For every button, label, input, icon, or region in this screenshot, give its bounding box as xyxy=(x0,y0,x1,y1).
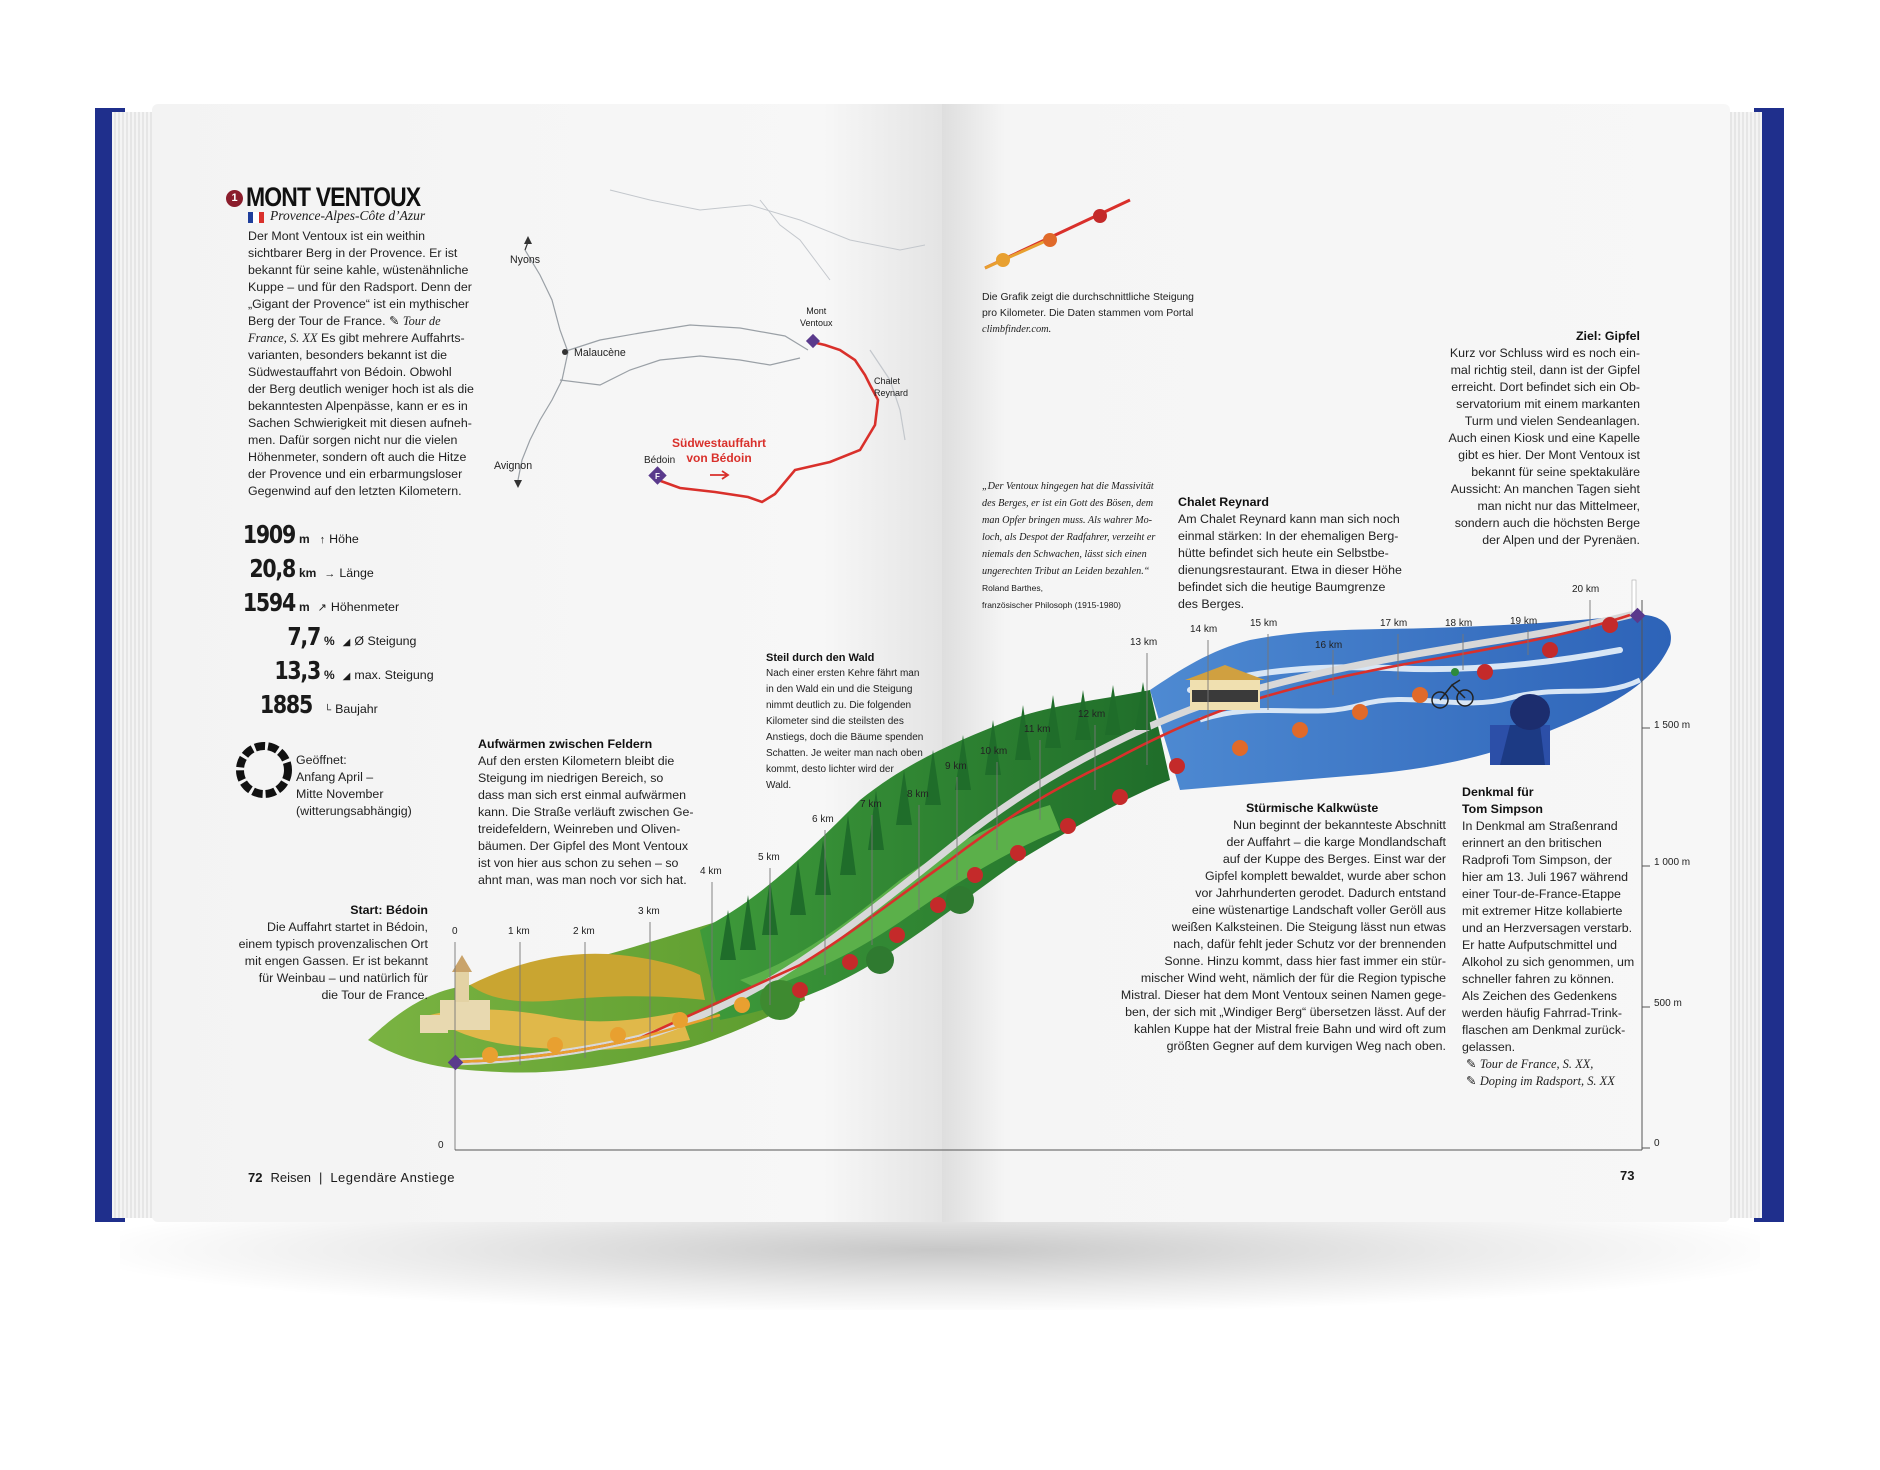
stat-value: 7,7 xyxy=(287,622,320,651)
cross-reference-icon: ✎ xyxy=(1466,1074,1477,1088)
intro-line: der Provence und ein erbarmungsloser xyxy=(248,467,463,481)
x-tick-label: 19 km xyxy=(1510,616,1538,627)
stat-row xyxy=(210,588,430,617)
intro-line: Höhenmeter, sondern oft auch die Hitze xyxy=(248,450,467,464)
gradient-badge xyxy=(734,997,750,1013)
x-tick-label: 4 km xyxy=(700,866,722,877)
map-label-malaucene: Malaucène xyxy=(574,347,626,359)
page-number-right: 73 xyxy=(1620,1168,1635,1183)
stat-unit: % xyxy=(324,668,335,682)
section-simpson: Denkmal für Tom Simpson In Denkmal am Straßenrand erinnert an den britischen Radprofi Tom Simpson, der hier am 13. Juli 1967 während einer Tour-de-France-Etappe mit extremer Hitze kollabierte und an Herzversagen verstarb. Er hatte Aufputschmittel und Alkohol zu sich genommen, um schneller fahren zu können. Als Zeichen des Gedenkens werden häufig Fahrrad-Trink- flaschen am Denkmal zurück- gelassen. ✎ Tour de France, S. XX, ✎ Doping im Radsport, S. XX xyxy=(1462,784,1642,1090)
map-label-mont-ventoux: Mont Ventoux xyxy=(800,306,833,328)
section-line: Die Auffahrt startet in Bédoin, xyxy=(267,920,428,934)
route-direction-arrow-icon xyxy=(710,471,728,479)
opened-label: Geöffnet: xyxy=(296,753,347,767)
map-route-label: Südwestauffahrt von Bédoin xyxy=(672,436,767,465)
left-axis-label: 0 xyxy=(438,1140,444,1151)
chapter-number-badge: 1 xyxy=(226,190,243,207)
section-line: ahnt man, was man noch vor sich hat. xyxy=(478,873,687,887)
map-label-nyons: Nyons xyxy=(510,254,541,266)
stat-label: Baujahr xyxy=(335,702,378,716)
gradient-badge xyxy=(1169,758,1185,774)
stat-label: Ø Steigung xyxy=(354,634,417,648)
legend-note: Die Grafik zeigt die durchschnittliche Steigung pro Kilometer. Die Daten stammen vom Portal climbfinder.com. xyxy=(982,290,1212,338)
intro-line: der Berg deutlich weniger hoch ist als die xyxy=(248,382,474,396)
gradient-badge xyxy=(1352,704,1368,720)
intro-line: Südwestauffahrt von Bédoin. Obwohl xyxy=(248,365,452,379)
malaucene-dot-icon xyxy=(562,349,568,355)
map-label-bedoin: Bédoin xyxy=(644,455,676,466)
x-tick-label: 10 km xyxy=(980,746,1008,757)
gradient-badge xyxy=(1292,722,1308,738)
section-line: einem typisch provenzalischen Ort xyxy=(238,937,428,951)
x-tick-label: 15 km xyxy=(1250,618,1278,629)
gradient-badge xyxy=(547,1037,563,1053)
quote-author-role: französischer Philosoph (1915-1980) xyxy=(982,600,1121,610)
section-heading: Aufwärmen zwischen Feldern xyxy=(478,737,653,751)
stat-unit: m xyxy=(299,600,310,614)
gradient-badge xyxy=(1477,664,1493,680)
stat-label: Höhe xyxy=(329,532,359,546)
x-tick-label: 6 km xyxy=(812,814,834,825)
section-line: dass man sich erst einmal aufwärmen xyxy=(478,788,686,802)
cross-reference-icon: ✎ xyxy=(388,314,400,328)
gradient-legend xyxy=(985,200,1130,268)
x-tick-label: 20 km xyxy=(1572,584,1600,595)
gradient-badge xyxy=(1412,687,1428,703)
stat-row xyxy=(210,656,450,685)
stat-row xyxy=(210,520,430,549)
section-line: Schatten. Je weiter man nach oben xyxy=(766,748,923,759)
section-line: die Tour de France. xyxy=(321,988,428,1002)
section-line: treidefeldern, Weinreben und Oliven- xyxy=(478,822,681,836)
opened-months-ring-icon xyxy=(240,746,288,794)
south-arrow-icon xyxy=(514,480,522,488)
section-line: Auf den ersten Kilometern bleibt die xyxy=(478,754,675,768)
section-warmup xyxy=(478,736,718,889)
x-tick-label: 9 km xyxy=(945,761,967,772)
stat-label: max. Steigung xyxy=(354,668,434,682)
slope-icon: ◢ xyxy=(342,637,351,648)
svg-text:F: F xyxy=(655,472,660,481)
intro-line-with-ref: France, S. XX Es gibt mehrere Auffahrts- xyxy=(248,331,465,345)
stat-value: 1594 xyxy=(242,588,295,617)
intro-text xyxy=(248,228,488,500)
cross-reference xyxy=(1462,1056,1642,1073)
x-tick-label: 5 km xyxy=(758,852,780,863)
x-tick-label: 2 km xyxy=(573,926,595,937)
gradient-badge xyxy=(482,1047,498,1063)
stat-unit: km xyxy=(299,566,317,580)
section-heading: Ziel: Gipfel xyxy=(1575,329,1640,343)
stat-value: 20,8 xyxy=(249,554,295,583)
section-line: Steigung im niedrigen Bereich, so xyxy=(478,771,664,785)
x-tick-label: 14 km xyxy=(1190,624,1218,635)
y-tick-label: 500 m xyxy=(1654,998,1682,1009)
stat-row xyxy=(210,622,450,651)
stat-row xyxy=(210,554,430,583)
section-heading: Chalet Reynard xyxy=(1178,495,1269,509)
gradient-badge xyxy=(967,867,983,883)
x-tick-label: 8 km xyxy=(907,789,929,800)
x-tick-label: 16 km xyxy=(1315,640,1343,651)
france-flag-icon xyxy=(248,212,264,223)
stat-value: 1909 xyxy=(242,520,295,549)
section-line: Wald. xyxy=(766,780,792,791)
trend-icon: ↗ xyxy=(317,602,327,614)
section-line: mit engen Gassen. Er ist bekannt xyxy=(244,954,428,968)
intro-line: Gegenwind auf den letzten Kilometern. xyxy=(248,484,462,498)
opened-line: (witterungsabhängig) xyxy=(296,804,412,818)
stat-label: Höhenmeter xyxy=(330,600,400,614)
x-tick-label: 7 km xyxy=(860,799,882,810)
stat-unit: % xyxy=(324,634,335,648)
intro-line-with-ref: Berg der Tour de France. ✎ Tour de xyxy=(248,314,441,328)
slope-icon: ◢ xyxy=(342,671,351,682)
page-title: MONT VENTOUX xyxy=(246,182,421,212)
opened-line: Anfang April – xyxy=(296,770,374,784)
section-heading: Steil durch den Wald xyxy=(766,652,875,664)
cross-reference-icon: ✎ xyxy=(1466,1057,1477,1071)
gradient-badge xyxy=(842,954,858,970)
section-line: bäumen. Der Gipfel des Mont Ventoux xyxy=(478,839,689,853)
intro-line: Sachen Schwierigkeit mit diesen aufneh- xyxy=(248,416,472,430)
footer-left xyxy=(248,1170,455,1185)
section-line: kommt, desto lichter wird der xyxy=(766,764,894,775)
y-tick-label: 1 000 m xyxy=(1654,857,1691,868)
y-tick-label: 1 500 m xyxy=(1654,720,1691,731)
section-summit: Ziel: Gipfel Kurz vor Schluss wird es noch ein- mal richtig steil, dann ist der Gipfel erreicht. Dort befindet sich ein Ob- servatorium mit einem markanten Turm und vielen Sendeanlagen. Auch einen Kiosk und eine Kapelle gibt es hier. Der Mont Ventoux ist bekannt für seine spektakuläre Aussicht: An manchen Tagen sieht man nicht nur das Mittelmeer, sondern auch die höchsten Berge der Alpen und der Pyrenäen. xyxy=(1410,328,1640,549)
intro-line: men. Dafür sorgen nicht nur die vielen xyxy=(248,433,458,447)
intro-line: „Gigant der Provence“ ist ein mythischer xyxy=(248,297,470,311)
x-tick-label: 13 km xyxy=(1130,637,1158,648)
source-link[interactable]: climbfinder.com. xyxy=(982,324,1052,335)
opened-info xyxy=(296,752,446,820)
cross-reference xyxy=(1462,1073,1642,1090)
section-forest xyxy=(766,650,936,794)
section-start xyxy=(228,902,428,1004)
section-chalet: Chalet Reynard Am Chalet Reynard kann man sich noch einmal stärken: In der ehemaligen Berg- hütte befindet sich heute ein Selbstbe- dienungsrestaurant. Etwa in dieser Höhe befindet sich die heutige Baumgrenze des Berges. xyxy=(1178,494,1408,613)
section-desert: Stürmische Kalkwüste Nun beginnt der bekannteste Abschnitt der Auffahrt – die karge Mondlandschaft auf der Kuppe des Berges. Einst war der Gipfel komplett bewaldet, wurde aber schon vor Jahrhunderten gerodet. Dadurch entstand eine wüstenartige Landschaft voller Geröll aus weißen Kalksteinen. Die Steigung lässt nun etwas nach, dafür fehlt jeder Schutz vor der brennenden Sonne. Hinzu kommt, dass hier fast immer ein stür- mischer Wind weht, nämlich der für die Region typische Mistral. Dieser hat dem Mont Ventoux seinen Namen gege- ben, der sich mit „Windiger Berg“ übersetzen lässt. Auf der kahlen Kuppe hat der Mistral freie Bahn und wird oft zum größten Gegner auf dem kurvigen Weg nach oben. xyxy=(1106,800,1446,1055)
stat-row xyxy=(210,690,450,719)
gradient-badge xyxy=(792,982,808,998)
gradient-badge xyxy=(1542,642,1558,658)
footer-section: Reisen xyxy=(270,1170,311,1185)
x-tick-label: 3 km xyxy=(638,906,660,917)
north-arrow-icon xyxy=(524,236,532,244)
cross-reference-link[interactable]: Tour de France, S. XX, xyxy=(1479,1057,1594,1071)
x-tick-label: 1 km xyxy=(508,926,530,937)
map-summit-marker-icon xyxy=(806,334,820,348)
section-line: kann. Die Straße verläuft zwischen Ge- xyxy=(478,805,694,819)
gradient-badge xyxy=(1010,845,1026,861)
cross-reference-link[interactable]: Doping im Radsport, S. XX xyxy=(1479,1074,1615,1088)
stairs-icon: └ xyxy=(324,705,332,716)
page-number-left: 72 xyxy=(248,1170,263,1185)
gradient-badge xyxy=(1232,740,1248,756)
section-heading: Start: Bédoin xyxy=(350,903,428,917)
arrow-right-icon: → xyxy=(324,568,336,580)
gradient-badge xyxy=(672,1012,688,1028)
section-heading: Stürmische Kalkwüste xyxy=(1246,801,1379,815)
intro-line: bekanntesten Alpenpässe, kann er es in xyxy=(248,399,468,413)
gradient-badge xyxy=(1602,617,1618,633)
gradient-badge xyxy=(1060,818,1076,834)
section-line: Nach einer ersten Kehre fährt man xyxy=(766,668,920,679)
cross-reference-link[interactable]: Tour de xyxy=(402,314,441,328)
intro-line: varianten, besonders bekannt ist die xyxy=(248,348,448,362)
section-line: für Weinbau – und natürlich für xyxy=(258,971,428,985)
map-label-chalet-reynard: Chalet Reynard xyxy=(874,376,909,398)
section-line: in den Wald ein und die Steigung xyxy=(766,684,913,695)
x-tick-label: 17 km xyxy=(1380,618,1408,629)
x-tick-label: 18 km xyxy=(1445,618,1473,629)
footer-chapter: Legendäre Anstiege xyxy=(330,1170,455,1185)
section-line: nimmt deutlich zu. Die folgenden xyxy=(766,700,912,711)
arrow-up-icon: ↑ xyxy=(319,534,326,546)
x-tick-label: 0 xyxy=(452,926,458,937)
map-label-avignon: Avignon xyxy=(494,460,533,472)
stat-unit: m xyxy=(299,532,310,546)
y-tick-label: 0 xyxy=(1654,1138,1660,1149)
footer-separator: | xyxy=(318,1170,323,1185)
opened-line: Mitte November xyxy=(296,787,384,801)
stat-label: Länge xyxy=(339,566,374,580)
cross-reference-link[interactable]: France, S. XX xyxy=(248,331,318,345)
quote-author: Roland Barthes, xyxy=(982,583,1043,593)
section-line: Anstiegs, doch die Bäume spenden xyxy=(766,732,924,743)
route-line xyxy=(658,342,878,502)
gradient-badge xyxy=(610,1027,626,1043)
section-line: ist von hier aus schon zu sehen – so xyxy=(478,856,679,870)
section-heading: Denkmal für xyxy=(1462,785,1534,799)
x-tick-label: 12 km xyxy=(1078,709,1106,720)
intro-line: Der Mont Ventoux ist ein weithin xyxy=(248,229,426,243)
section-heading: Tom Simpson xyxy=(1462,802,1543,816)
section-line: Kilometer sind die steilsten des xyxy=(766,716,904,727)
stat-value: 13,3 xyxy=(274,656,320,685)
gradient-badge xyxy=(889,927,905,943)
gradient-badge xyxy=(930,897,946,913)
x-tick-label: 11 km xyxy=(1024,724,1051,735)
intro-line: Kuppe – und für den Radsport. Denn der xyxy=(248,280,472,294)
quote: „Der Ventoux hingegen hat die Massivität des Berges, er ist ein Gott des Bösen, dem man Opfer bringen muss. Als wahrer Mo- loch, als Despot der Radfahrer, verzeiht er niemals den Schwachen, lässt sich einen ungerechten Tribut an Leiden bezahlen.“ Roland Barthes, französischer Philosoph (1915-1980) xyxy=(982,478,1182,614)
region-label: Provence-Alpes-Côte d’Azur xyxy=(270,208,426,223)
intro-line: bekannt für seine kahle, wüstenähnliche xyxy=(248,263,469,277)
intro-line: sichtbarer Berg in der Provence. Er ist xyxy=(248,246,458,260)
stat-value: 1885 xyxy=(259,690,312,719)
